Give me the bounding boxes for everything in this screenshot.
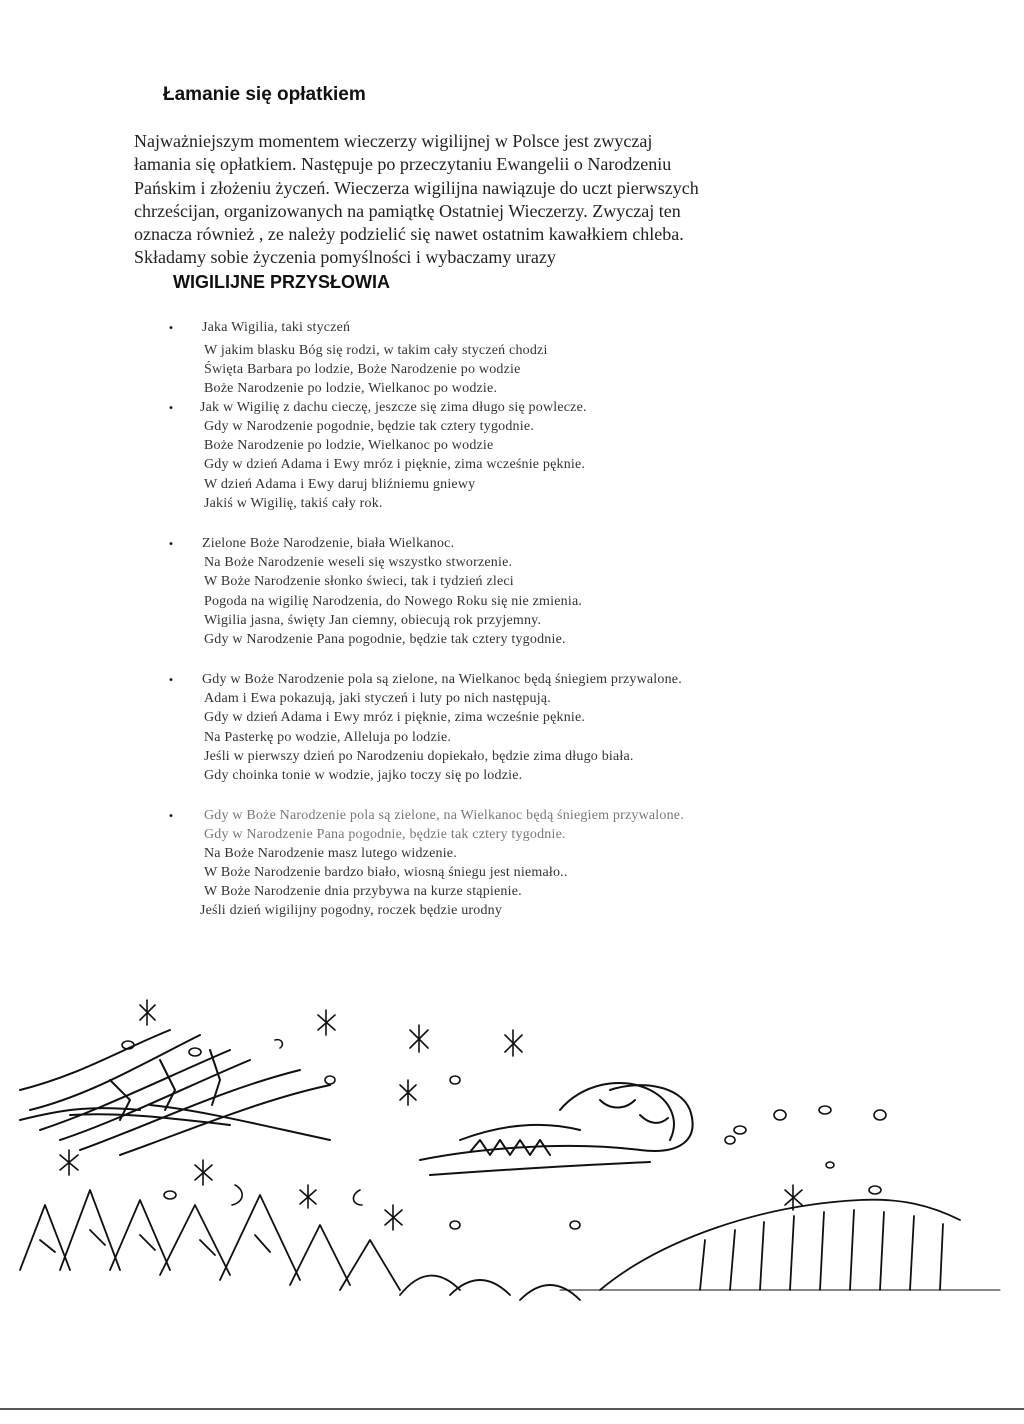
page-bottom-edge — [0, 1408, 1024, 1410]
bullet-icon: • — [168, 811, 174, 822]
bullet-icon: • — [168, 675, 174, 686]
proverb-line: Gdy w Narodzenie Pana pogodnie, będzie tak cztery tygodnie. — [204, 827, 566, 842]
proverb-line: Na Boże Narodzenie masz lutego widzenie. — [204, 846, 457, 861]
proverb-line: W Boże Narodzenie bardzo biało, wiosną śniegu jest niemało.. — [204, 865, 568, 880]
proverb-line: Jeśli w pierwszy dzień po Narodzeniu dopiekało, będzie zima długo biała. — [204, 749, 634, 764]
intro-line: łamania się opłatkiem. Następuje po przeczytaniu Ewangelii o Narodzeniu — [134, 154, 672, 175]
proverb-line: Na Pasterkę po wodzie, Alleluja po lodzie. — [204, 730, 452, 745]
proverb-line: Adam i Ewa pokazują, jaki styczeń i luty po nich następują. — [204, 691, 551, 706]
snowflakes — [122, 1040, 886, 1229]
intro-line: chrześcijan, organizowanych na pamiątkę Ostatniej Wieczerzy. Zwyczaj ten — [134, 200, 681, 221]
proverb-line: Pogoda na wigilię Narodzenia, do Nowego Roku się nie zmienia. — [204, 594, 583, 609]
proverb-line: Jaka Wigilia, taki styczeń — [202, 320, 351, 335]
sleigh-drawing — [420, 1083, 693, 1175]
proverb-line: W dzień Adama i Ewy daruj bliźniemu gniewy — [204, 477, 476, 492]
snowy-trees — [20, 1190, 580, 1300]
proverb-line: Gdy w Narodzenie Pana pogodnie, będzie tak cztery tygodnie. — [204, 632, 566, 647]
proverb-line: Wigilia jasna, święty Jan ciemny, obiecują rok przyjemny. — [204, 613, 542, 628]
proverb-line: Gdy w dzień Adama i Ewy mróz i pięknie, zima wcześnie pęknie. — [204, 710, 586, 725]
proverb-line: Na Boże Narodzenie weseli się wszystko stworzenie. — [204, 555, 513, 570]
bullet-icon: • — [168, 539, 174, 550]
wind-streaks — [20, 1030, 330, 1155]
proverb-line: Jeśli dzień wigilijny pogodny, roczek będzie urodny — [200, 903, 503, 918]
intro-line: Najważniejszym momentem wieczerzy wigilijnej w Polsce jest zwyczaj — [134, 131, 653, 151]
proverb-line: Boże Narodzenie po lodzie, Wielkanoc po wodzie — [204, 438, 494, 453]
proverb-line: W Boże Narodzenie słonko świeci, tak i tydzień zleci — [204, 574, 514, 589]
intro-paragraph — [134, 130, 794, 270]
intro-line: Pańskim i złożeniu życzeń. Wieczerza wigilijna nawiązuje do uczt pierwszych — [134, 177, 699, 198]
proverb-line: Gdy w Boże Narodzenie pola są zielone, na Wielkanoc będą śniegiem przywalone. — [202, 672, 682, 687]
page-title: Łamanie się opłatkiem — [163, 84, 366, 105]
proverb-line: Gdy w Narodzenie pogodnie, będzie tak cztery tygodnie. — [204, 419, 534, 434]
proverb-line: Gdy choinka tonie w wodzie, jajko toczy się po lodzie. — [204, 768, 523, 783]
winter-sleigh-illustration — [0, 990, 1024, 1320]
proverb-line: W Boże Narodzenie dnia przybywa na kurze stąpienie. — [204, 884, 522, 899]
proverb-line: Zielone Boże Narodzenie, biała Wielkanoc. — [202, 536, 455, 551]
bullet-icon: • — [168, 403, 174, 414]
proverb-line: Boże Narodzenie po lodzie, Wielkanoc po wodzie. — [204, 381, 498, 396]
proverb-line: Jak w Wigilię z dachu cieczę, jeszcze się zima długo się powlecze. — [200, 400, 587, 415]
proverb-line: Gdy w Boże Narodzenie pola są zielone, na Wielkanoc będą śniegiem przywalone. — [204, 808, 684, 823]
proverb-line: Gdy w dzień Adama i Ewy mróz i pięknie, zima wcześnie pęknie. — [204, 457, 586, 472]
proverb-line: Święta Barbara po lodzie, Boże Narodzenie po wodzie — [204, 362, 521, 377]
intro-line: Składamy sobie życzenia pomyślności i wybaczamy urazy — [134, 247, 556, 268]
section-title: WIGILIJNE PRZYSŁOWIA — [173, 272, 391, 292]
intro-line: oznacza również , ze należy podzielić się nawet ostatnim kawałkiem chleba. — [134, 224, 684, 245]
snowy-hill — [560, 1200, 1000, 1290]
proverb-line: Jakiś w Wigilię, takiś cały rok. — [204, 496, 383, 511]
bullet-icon: • — [168, 323, 174, 334]
proverb-line: W jakim blasku Bóg się rodzi, w takim cały styczeń chodzi — [204, 343, 548, 358]
